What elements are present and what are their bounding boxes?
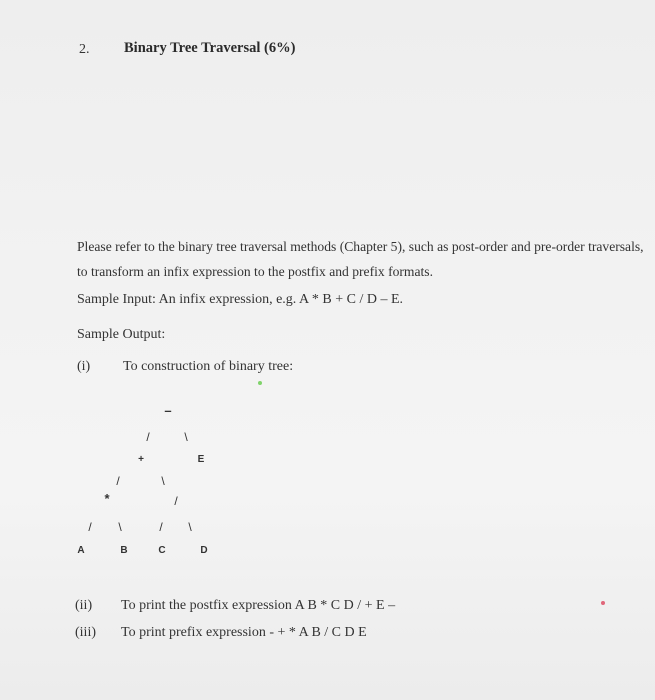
item-number: (i) — [77, 359, 91, 374]
tree-edge-root-left: / — [146, 430, 150, 444]
item-number: (iii) — [75, 625, 96, 640]
green-marker-dot — [258, 381, 262, 385]
tree-node-e: E — [197, 454, 205, 465]
item-text: To print the postfix expression A B * C D / + E – — [121, 598, 396, 613]
tree-node-root: – — [164, 403, 172, 418]
tree-node-c: C — [158, 545, 166, 556]
tree-node-divide: / — [174, 494, 178, 508]
tree-edge-times-right: \ — [118, 520, 122, 534]
item-text: To construction of binary tree: — [123, 359, 294, 374]
intro-paragraph: Please refer to the binary tree traversal methods (Chapter 5), such as post-order and pre-order traversals, to transform an infix expression to the postfix and prefix formats. — [77, 239, 644, 279]
tree-edge-plus-right: \ — [161, 474, 165, 488]
tree-node-plus: + — [138, 454, 144, 465]
binary-tree-diagram — [60, 395, 260, 570]
tree-edge-root-right: \ — [184, 430, 188, 444]
tree-node-b: B — [120, 545, 128, 556]
item-text: To print prefix expression - + * A B / C D E — [121, 625, 367, 640]
tree-node-times: * — [104, 491, 110, 506]
tree-edge-divide-left: / — [159, 520, 163, 534]
tree-edge-times-left: / — [88, 520, 92, 534]
item-number: (ii) — [75, 598, 93, 613]
tree-edge-plus-left: / — [116, 474, 120, 488]
tree-node-a: A — [77, 545, 85, 556]
sample-input-line: Sample Input: An infix expression, e.g. A * B + C / D – E. — [77, 292, 403, 307]
red-marker-dot — [601, 601, 605, 605]
tree-node-d: D — [200, 545, 208, 556]
question-title: Binary Tree Traversal (6%) — [124, 40, 296, 56]
question-number: 2. — [79, 42, 90, 57]
sample-output-label: Sample Output: — [77, 327, 166, 342]
tree-edge-divide-right: \ — [188, 520, 192, 534]
